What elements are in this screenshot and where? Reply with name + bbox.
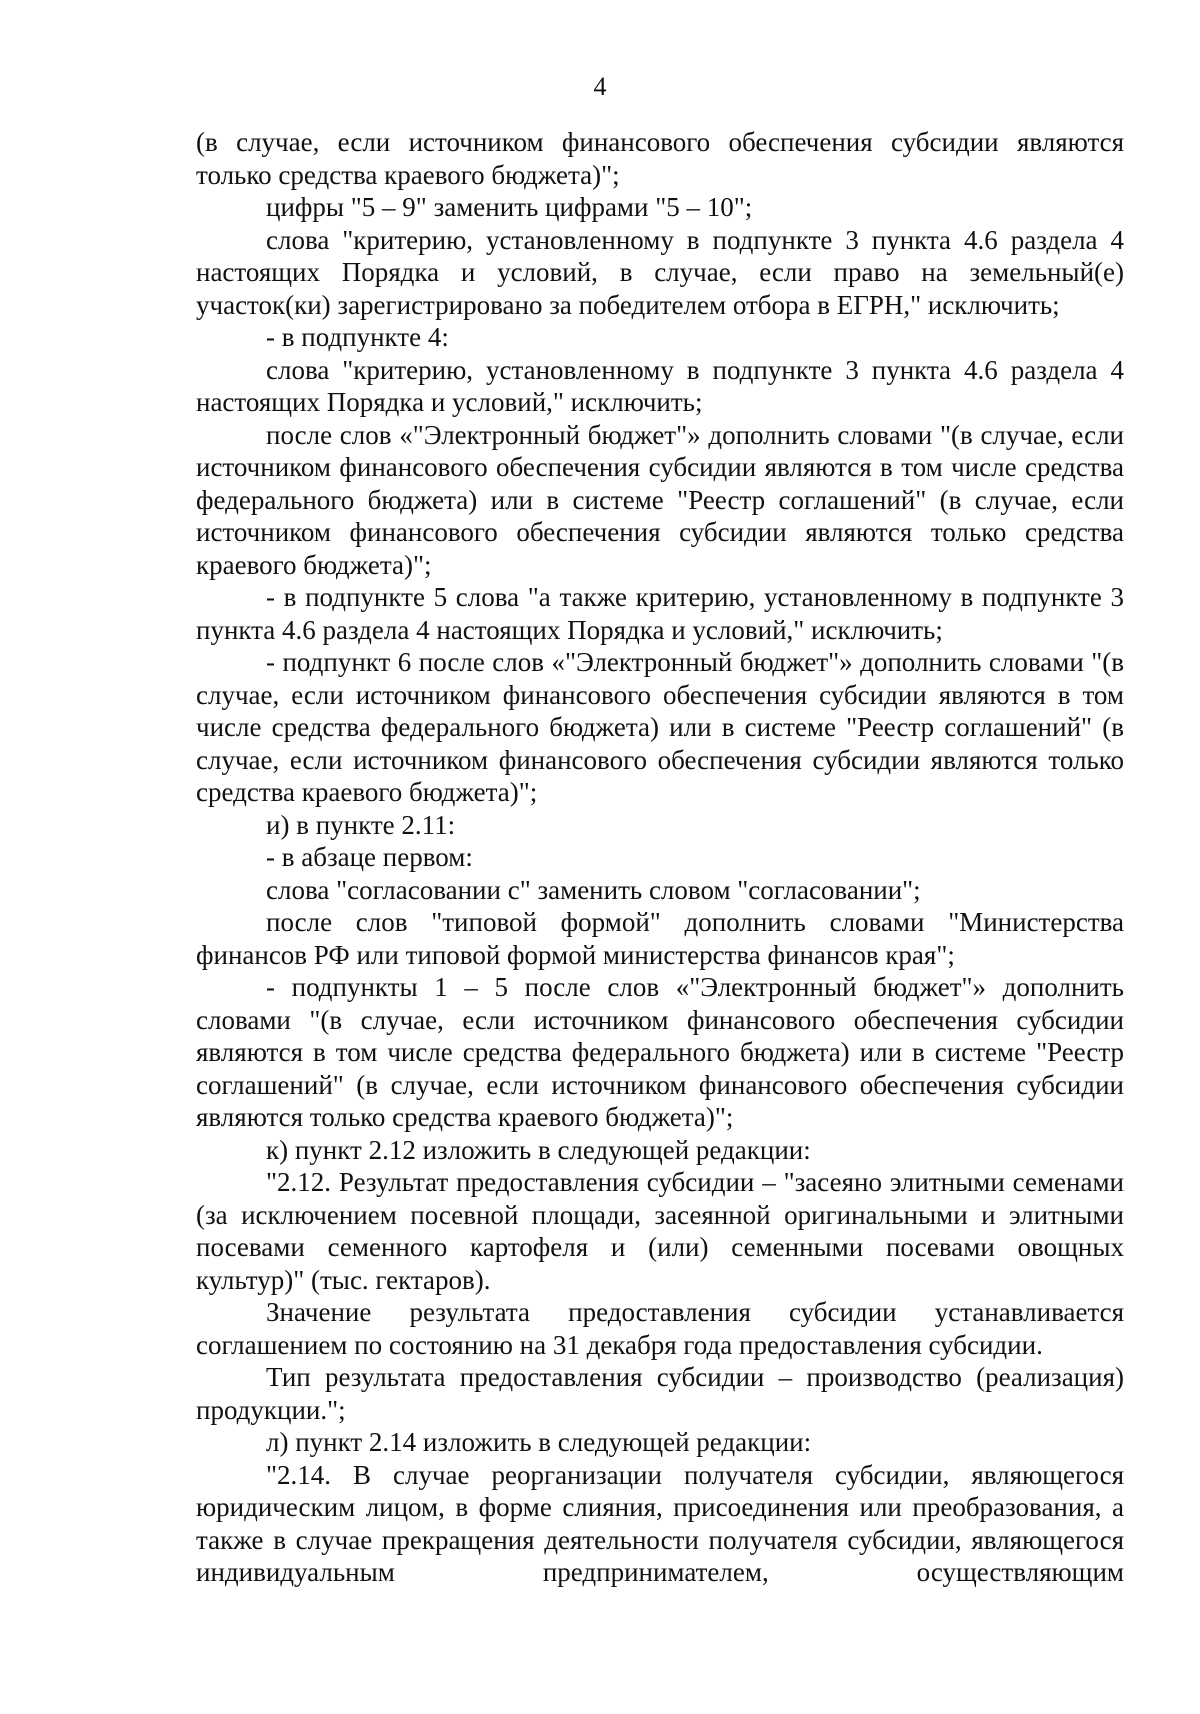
paragraph: л) пункт 2.14 изложить в следующей редакции:	[266, 1427, 812, 1457]
document-body	[196, 126, 1124, 1589]
paragraph: слова "критерию, установленному в подпункте 3 пункта 4.6 раздела 4 настоящих Порядка и условий, в случае, если право на земельный(е) участок(ки) зарегистрировано за победителем отбора в ЕГРН," исключить;	[196, 224, 1124, 320]
paragraph: слова "критерию, установленному в подпункте 3 пункта 4.6 раздела 4 настоящих Порядка и условий," исключить;	[196, 354, 1124, 417]
paragraph: и) в пункте 2.11:	[266, 809, 456, 840]
paragraph: - в подпункте 5 слова "а также критерию, установленному в подпункте 3 пункта 4.6 раздела 4 настоящих Порядка и условий," исключить;	[196, 582, 1124, 645]
paragraph: - в подпункте 4:	[266, 322, 449, 352]
paragraph: к) пункт 2.12 изложить в следующей редакции:	[266, 1134, 811, 1165]
paragraph: (в случае, если источником финансового обеспечения субсидии являются только средства краевого бюджета)";	[196, 127, 1124, 190]
paragraph: "2.14. В случае реорганизации получателя субсидии, являющегося юридическим лицом, в форме слияния, присоединения или преобразования, а также в случае прекращения деятельности получателя субсидии, являющегося индивидуальным предпринимателем, осуществляющим	[196, 1459, 1124, 1587]
paragraph: Значение результата предоставления субсидии устанавливается соглашением по состоянию на 31 декабря года предоставления субсидии.	[196, 1297, 1124, 1360]
paragraph: Тип результата предоставления субсидии – производство (реализация) продукции.";	[196, 1362, 1124, 1425]
paragraph: после слов «"Электронный бюджет"» дополнить словами "(в случае, если источником финансового обеспечения субсидии являются в том числе средства федерального бюджета) или в системе "Реестр соглашений" (в случае, если источником финансового обеспечения субсидии являются только средства краевого бюджета)";	[196, 419, 1124, 580]
paragraph: "2.12. Результат предоставления субсидии – "засеяно элитными семенами (за исключением посевной площади, засеянной оригинальными и элитными посевами семенного картофеля и (или) семенными посевами овощных культур)" (тыс. гектаров).	[196, 1167, 1124, 1295]
paragraph: - в абзаце первом:	[266, 842, 473, 872]
page-number: 4	[593, 72, 607, 101]
paragraph: слова "согласовании с" заменить словом "согласовании";	[266, 874, 921, 905]
paragraph: цифры "5 – 9" заменить цифрами "5 – 10";	[266, 192, 753, 222]
paragraph: после слов "типовой формой" дополнить словами "Министерства финансов РФ или типовой формой министерства финансов края";	[196, 907, 1124, 970]
paragraph: - подпункт 6 после слов «"Электронный бюджет"» дополнить словами "(в случае, если источником финансового обеспечения субсидии являются в том числе средства федерального бюджета) или в системе "Реестр соглашений" (в случае, если источником финансового обеспечения субсидии являются только средства краевого бюджета)";	[196, 647, 1124, 807]
paragraph: - подпункты 1 – 5 после слов «"Электронный бюджет"» дополнить словами "(в случае, если источником финансового обеспечения субсидии являются в том числе средства федерального бюджета) или в системе "Реестр соглашений" (в случае, если источником финансового обеспечения субсидии являются только средства краевого бюджета)";	[196, 972, 1124, 1132]
